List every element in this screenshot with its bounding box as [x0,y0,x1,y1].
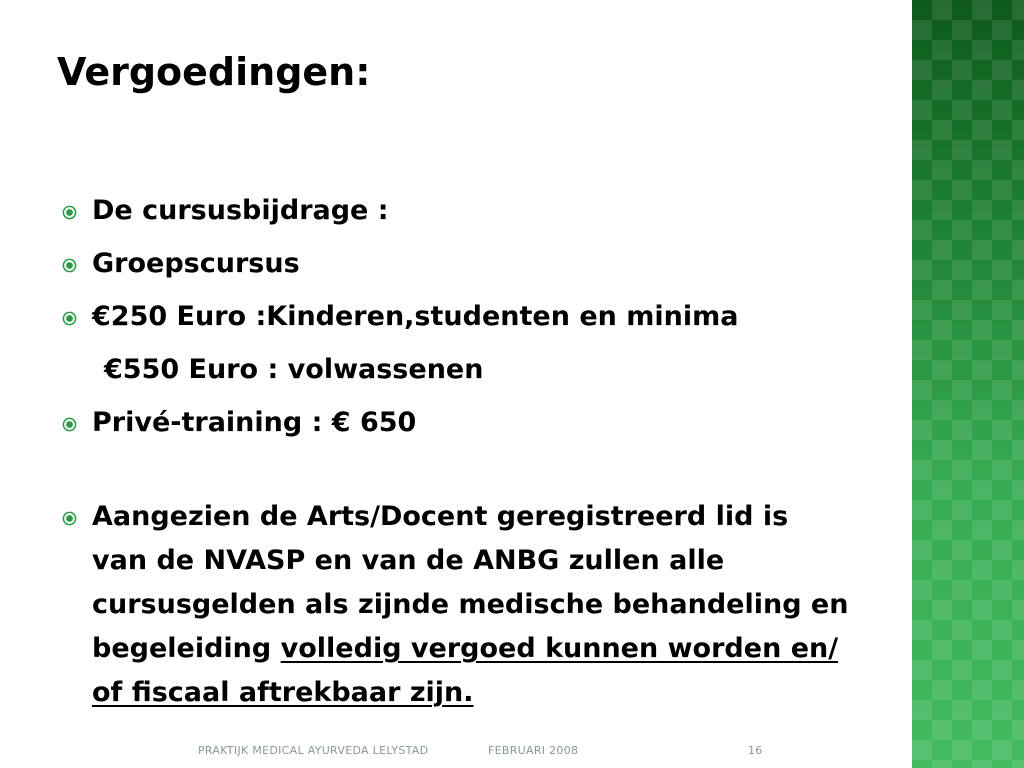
bullet-item [62,298,862,336]
paragraph-underlined-text: volledig vergoed kunnen worden en/ of fiscaal aftrekbaar zijn. [92,633,839,708]
bullet-icon [62,258,77,273]
footer-page-number: 16 [748,744,763,757]
paragraph-text: Aangezien de Arts/Docent geregistreerd lid is van de NVASP en van de ANBG zullen alle cursusgelden als zijnde medische behandeling en begeleiding [92,501,849,664]
bullet-continuation [62,351,862,389]
bullet-icon [62,511,77,526]
bullet-text: De cursusbijdrage : [92,195,389,226]
footer-date: FEBRUARI 2008 [488,744,579,757]
slide-title: Vergoedingen: [57,50,371,94]
bullet-item [62,192,862,230]
bullet-item [62,404,862,442]
decorative-green-panel [912,0,1024,768]
footer-practice-name: PRAKTIJK MEDICAL AYURVEDA LELYSTAD [198,744,429,757]
bullet-text: €250 Euro :Kinderen,studenten en minima [92,301,739,332]
bullet-icon [62,417,77,432]
bullet-text: Privé-training : € 650 [92,407,417,438]
bullet-icon [62,205,77,220]
bullet-text: €550 Euro : volwassenen [104,354,484,385]
bullet-text: Groepscursus [92,248,300,279]
bullet-icon [62,311,77,326]
bullet-item [62,245,862,283]
bullet-list [62,192,862,730]
paragraph-bullet [62,495,852,715]
